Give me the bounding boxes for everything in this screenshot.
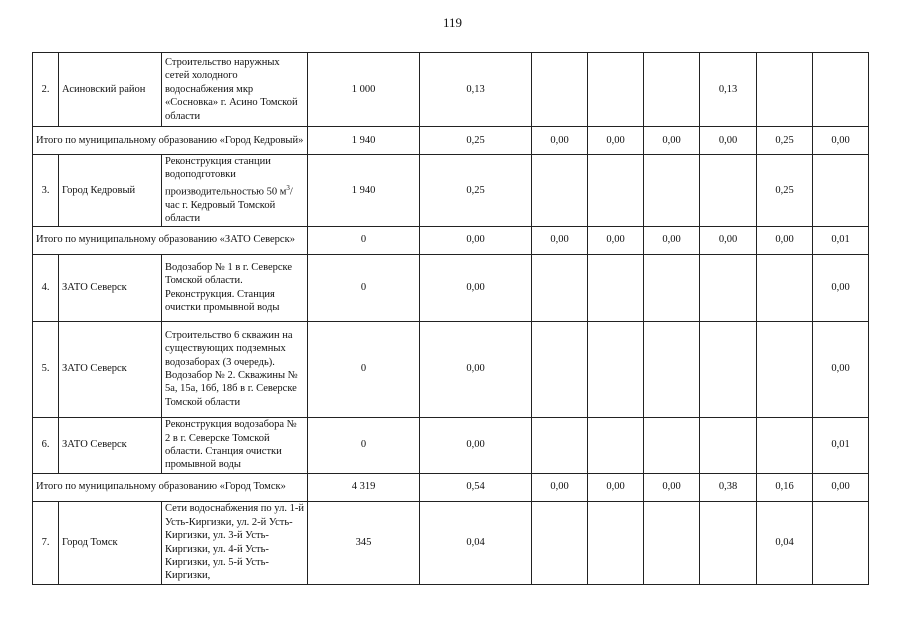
year-cell: 0,00 xyxy=(532,226,588,254)
project-text-end: /час г. Кедровый Томской области xyxy=(165,186,293,225)
project-cell: Строительство наружных сетей холодного водоснабжения мкр «Сосновка» г. Асино Томской области xyxy=(162,53,308,127)
table-row xyxy=(33,417,869,473)
total-cell: 0,13 xyxy=(420,53,532,127)
page-number: 119 xyxy=(442,15,463,30)
year-cell: 0,04 xyxy=(757,501,813,584)
project-cell: Реконструкция водозабора № 2 в г. Северске Томской области. Станция очистки промывной воды xyxy=(162,417,308,473)
year-cell xyxy=(532,254,588,321)
project-cell: Сети водоснабжения по ул. 1-й Усть-Киргизки, ул. 2-й Усть-Киргизки, ул. 3-й Усть-Киргизки, ул. 4-й Усть-Киргизки, ул. 5-й Усть-Киргизки, xyxy=(162,501,308,584)
year-cell xyxy=(700,155,757,227)
year-cell: 0,00 xyxy=(813,254,869,321)
table-row xyxy=(33,321,869,417)
year-cell: 0,00 xyxy=(588,127,644,155)
year-cell: 0,25 xyxy=(757,155,813,227)
year-cell xyxy=(588,417,644,473)
table-row xyxy=(33,254,869,321)
total-cell: 0,00 xyxy=(420,254,532,321)
total-row xyxy=(33,127,869,155)
year-cell: 0,16 xyxy=(757,473,813,501)
year-cell xyxy=(532,155,588,227)
budget-table xyxy=(32,52,869,585)
year-cell xyxy=(588,254,644,321)
year-cell: 0,00 xyxy=(813,127,869,155)
year-cell: 0,00 xyxy=(700,127,757,155)
total-cell: 0,54 xyxy=(420,473,532,501)
cost-cell: 0 xyxy=(308,226,420,254)
total-label: Итого по муниципальному образованию «ЗАТО Северск» xyxy=(33,226,308,254)
year-cell xyxy=(757,254,813,321)
district-cell: Асиновский район xyxy=(59,53,162,127)
cost-cell: 1 000 xyxy=(308,53,420,127)
row-number: 5. xyxy=(33,321,59,417)
district-cell: ЗАТО Северск xyxy=(59,417,162,473)
row-number: 3. xyxy=(33,155,59,227)
year-cell: 0,00 xyxy=(588,473,644,501)
project-cell: Строительство 6 скважин на существующих подземных водозаборах (3 очередь). Водозабор № 2. Скважины № 5а, 15а, 16б, 18б в г. Северске Томской области xyxy=(162,321,308,417)
cost-cell: 0 xyxy=(308,417,420,473)
table-row xyxy=(33,53,869,127)
total-cell: 0,00 xyxy=(420,321,532,417)
year-cell xyxy=(532,321,588,417)
year-cell xyxy=(644,254,700,321)
year-cell: 0,00 xyxy=(700,226,757,254)
year-cell xyxy=(813,155,869,227)
project-text: Реконструкция станции водоподготовки производительностью 50 м xyxy=(165,156,287,198)
total-label: Итого по муниципальному образованию «Город Томск» xyxy=(33,473,308,501)
total-cell: 0,00 xyxy=(420,417,532,473)
total-row xyxy=(33,226,869,254)
year-cell xyxy=(532,417,588,473)
year-cell xyxy=(757,417,813,473)
total-cell: 0,25 xyxy=(420,127,532,155)
year-cell xyxy=(644,53,700,127)
district-cell: Город Томск xyxy=(59,501,162,584)
year-cell: 0,00 xyxy=(757,226,813,254)
cost-cell: 1 940 xyxy=(308,155,420,227)
year-cell xyxy=(700,501,757,584)
project-cell: Водозабор № 1 в г. Северске Томской области. Реконструкция. Станция очистки промывной воды xyxy=(162,254,308,321)
year-cell xyxy=(644,321,700,417)
cost-cell: 345 xyxy=(308,501,420,584)
year-cell: 0,13 xyxy=(700,53,757,127)
year-cell: 0,00 xyxy=(813,321,869,417)
cost-cell: 0 xyxy=(308,321,420,417)
year-cell: 0,01 xyxy=(813,417,869,473)
year-cell: 0,00 xyxy=(644,127,700,155)
year-cell xyxy=(588,155,644,227)
total-cell: 0,25 xyxy=(420,155,532,227)
year-cell: 0,00 xyxy=(813,473,869,501)
row-number: 7. xyxy=(33,501,59,584)
year-cell: 0,00 xyxy=(532,127,588,155)
total-row xyxy=(33,473,869,501)
year-cell: 0,25 xyxy=(757,127,813,155)
year-cell xyxy=(644,501,700,584)
total-label: Итого по муниципальному образованию «Город Кедровый» xyxy=(33,127,308,155)
year-cell xyxy=(700,321,757,417)
year-cell: 0,00 xyxy=(588,226,644,254)
row-number: 6. xyxy=(33,417,59,473)
superscript: 3 xyxy=(286,183,290,192)
cost-cell: 1 940 xyxy=(308,127,420,155)
year-cell xyxy=(813,501,869,584)
year-cell xyxy=(757,321,813,417)
total-cell: 0,00 xyxy=(420,226,532,254)
year-cell: 0,00 xyxy=(644,473,700,501)
year-cell: 0,00 xyxy=(644,226,700,254)
year-cell xyxy=(532,53,588,127)
table-row xyxy=(33,155,869,227)
year-cell xyxy=(644,417,700,473)
row-number: 4. xyxy=(33,254,59,321)
year-cell xyxy=(700,254,757,321)
year-cell xyxy=(532,501,588,584)
year-cell xyxy=(644,155,700,227)
district-cell: Город Кедровый xyxy=(59,155,162,227)
year-cell: 0,00 xyxy=(532,473,588,501)
year-cell xyxy=(588,53,644,127)
year-cell: 0,38 xyxy=(700,473,757,501)
row-number: 2. xyxy=(33,53,59,127)
table-row xyxy=(33,501,869,584)
year-cell xyxy=(588,501,644,584)
cost-cell: 4 319 xyxy=(308,473,420,501)
year-cell: 0,01 xyxy=(813,226,869,254)
total-cell: 0,04 xyxy=(420,501,532,584)
district-cell: ЗАТО Северск xyxy=(59,321,162,417)
year-cell xyxy=(700,417,757,473)
project-cell xyxy=(162,155,308,227)
year-cell xyxy=(813,53,869,127)
district-cell: ЗАТО Северск xyxy=(59,254,162,321)
year-cell xyxy=(757,53,813,127)
cost-cell: 0 xyxy=(308,254,420,321)
year-cell xyxy=(588,321,644,417)
